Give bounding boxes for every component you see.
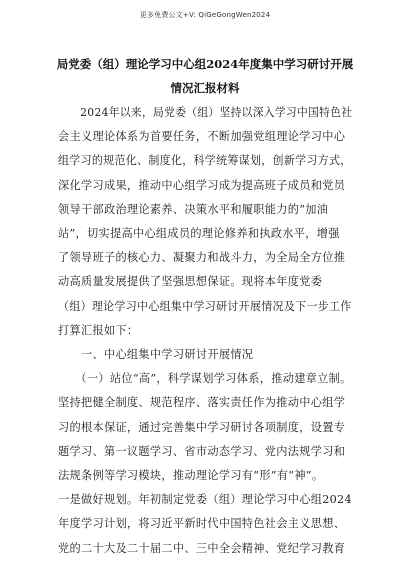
body-text-line: （组）理论学习中心组集中学习研讨开展情况及下一步工作 [58, 299, 352, 313]
body-text-line: 组学习的规范化、制度化，科学统筹谋划，创新学习方式， [58, 154, 352, 168]
body-text-line: 法规条例等学习模块，推动理论学习有“形”有“神”。 [58, 469, 324, 482]
body-text-line: 深化学习成果，推动中心组学习成为提高班子成员和党员 [58, 178, 346, 192]
header-watermark: 更多免费公文+V: QiGeGongWen2024 [139, 11, 271, 19]
body-text-line: 了领导班子的核心力、凝聚力和战斗力，为全局全方位推 [58, 251, 346, 265]
body-text-line: 坚持把健全制度、规范程序、落实责任作为推动中心组学 [58, 396, 346, 410]
body-text-line: 领导干部政治理论素养、决策水平和履职能力的“加油 [58, 202, 329, 216]
document-title-line-2: 情况汇报材料 [170, 81, 240, 95]
body-text-line: 年度学习计划，将习近平新时代中国特色社会主义思想、 [58, 517, 346, 531]
body-text-line: 习的根本保证，通过完善集中学习研讨各项制度，设置专 [58, 420, 346, 434]
body-text-line: 题学习、第一议题学习、省市动态学习、党内法规学习和 [58, 444, 346, 458]
body-text-line: 一、中心组集中学习研讨开展情况 [58, 348, 254, 361]
body-text-line: 站”，切实提高中心组成员的理论修养和执政水平，增强 [58, 227, 340, 240]
body-text-line: 动高质量发展提供了坚强思想保证。现将本年度党委 [58, 275, 323, 289]
body-text-line: 会主义理论体系为首要任务，不断加强党组理论学习中心 [58, 130, 346, 144]
body-text-line: 一是做好规划。年初制定党委（组）理论学习中心组2024 [58, 493, 352, 507]
body-text-line: 2024年以来，局党委（组）坚持以深入学习中国特色社 [58, 106, 353, 119]
document-title-line-1: 局党委（组）理论学习中心组2024年度集中学习研讨开展 [56, 57, 354, 71]
body-text-line: 打算汇报如下： [58, 323, 139, 337]
body-text-line: 党的二十大及二十届二中、三中全会精神、党纪学习教育 [58, 541, 346, 555]
body-text-line: （一）站位“高”，科学谋划学习体系，推动建章立制。 [58, 372, 352, 386]
